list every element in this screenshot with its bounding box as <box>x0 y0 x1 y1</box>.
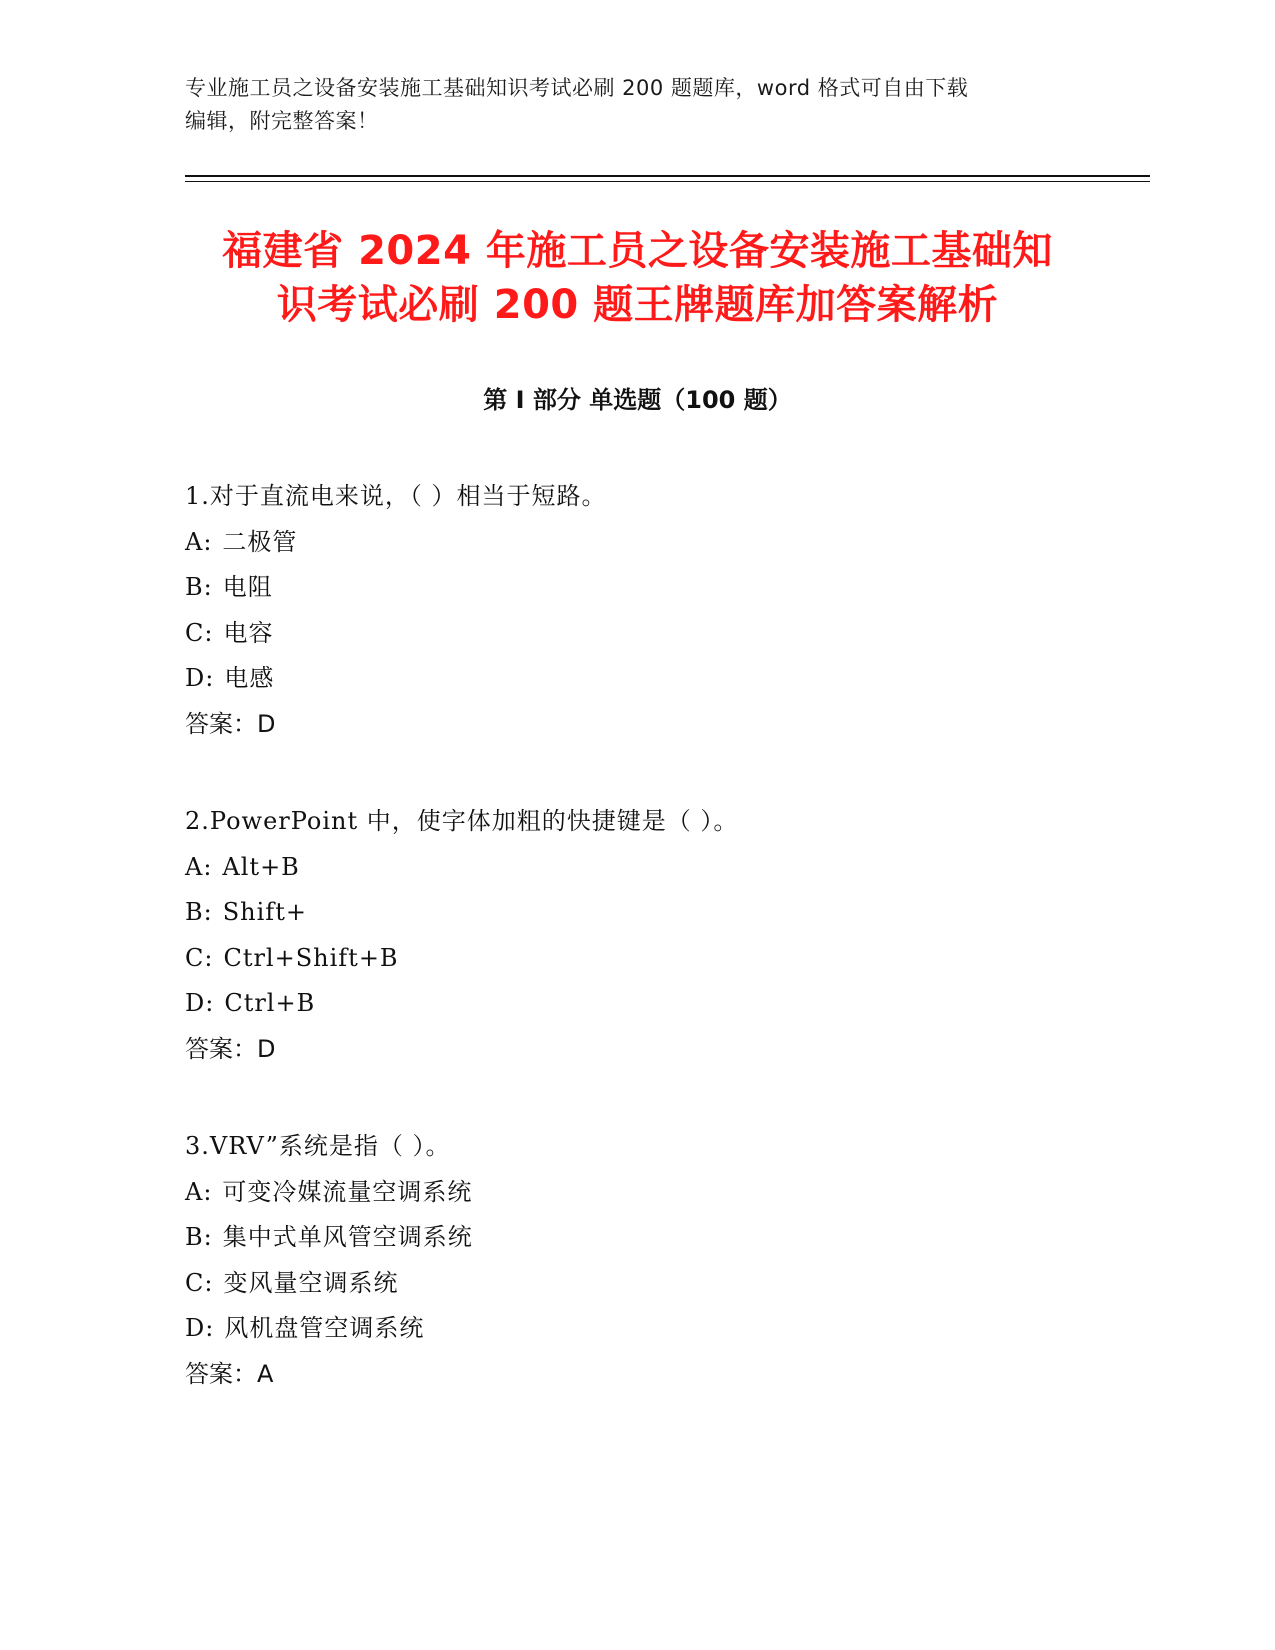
option-c <box>185 936 1145 982</box>
option-d <box>185 656 1145 702</box>
option-letter: B: <box>185 573 213 601</box>
option-b <box>185 565 1145 611</box>
option-text: 可变冷媒流量空调系统 <box>222 1177 473 1206</box>
question-1 <box>185 474 1145 747</box>
option-c <box>185 1261 1145 1307</box>
option-letter: C: <box>185 618 214 647</box>
section-heading: 第 I 部分 单选题（100 题） <box>483 386 792 414</box>
option-letter: A: <box>185 1177 213 1206</box>
header-rule-thick <box>185 175 1150 177</box>
option-text: 变风量空调系统 <box>223 1268 399 1297</box>
option-text: 电感 <box>224 664 275 692</box>
option-text: Shift+ <box>222 898 307 926</box>
option-text: 集中式单风管空调系统 <box>222 1223 473 1251</box>
header-rule-thin <box>185 181 1150 182</box>
question-stem: 1.对于直流电来说，（ ）相当于短路。 <box>185 482 607 510</box>
answer-label: 答案：D <box>185 709 276 738</box>
option-letter: C: <box>185 943 214 972</box>
option-a <box>185 845 1145 891</box>
header-note-line-2: 编辑，附完整答案！ <box>185 109 379 133</box>
option-letter: D: <box>185 664 215 692</box>
option-text: 电容 <box>223 618 274 647</box>
option-text: 风机盘管空调系统 <box>224 1314 425 1342</box>
option-letter: C: <box>185 1268 214 1297</box>
option-text: Ctrl+Shift+B <box>223 943 399 972</box>
option-a <box>185 520 1145 566</box>
option-text: Ctrl+B <box>224 989 316 1017</box>
question-3 <box>185 1124 1145 1397</box>
answer-label: 答案：A <box>185 1359 274 1388</box>
header-note-line-1: 专业施工员之设备安装施工基础知识考试必刷 200 题题库，word 格式可自由下载 <box>185 76 969 100</box>
document-title <box>150 224 1125 332</box>
option-letter: A: <box>185 527 213 556</box>
option-d <box>185 981 1145 1027</box>
option-a <box>185 1170 1145 1216</box>
option-c <box>185 611 1145 657</box>
answer-label: 答案：D <box>185 1034 276 1063</box>
option-b <box>185 1215 1145 1261</box>
option-letter: A: <box>185 852 213 881</box>
question-2 <box>185 799 1145 1072</box>
option-b <box>185 890 1145 936</box>
option-letter: B: <box>185 898 213 926</box>
question-stem: 3.VRV”系统是指（ ）。 <box>185 1132 451 1160</box>
option-text: 电阻 <box>222 573 273 601</box>
question-stem: 2.PowerPoint 中，使字体加粗的快捷键是（ ）。 <box>185 807 739 835</box>
option-d <box>185 1306 1145 1352</box>
question-list <box>185 474 1145 1449</box>
option-letter: D: <box>185 1314 215 1342</box>
document-title-line-1: 福建省 2024 年施工员之设备安装施工基础知 <box>222 228 1053 274</box>
option-text: 二极管 <box>222 527 298 556</box>
document-title-line-2: 识考试必刷 200 题王牌题库加答案解析 <box>276 282 999 328</box>
option-letter: D: <box>185 989 215 1017</box>
option-text: Alt+B <box>222 852 300 881</box>
header-note <box>185 72 1085 138</box>
option-letter: B: <box>185 1223 213 1251</box>
